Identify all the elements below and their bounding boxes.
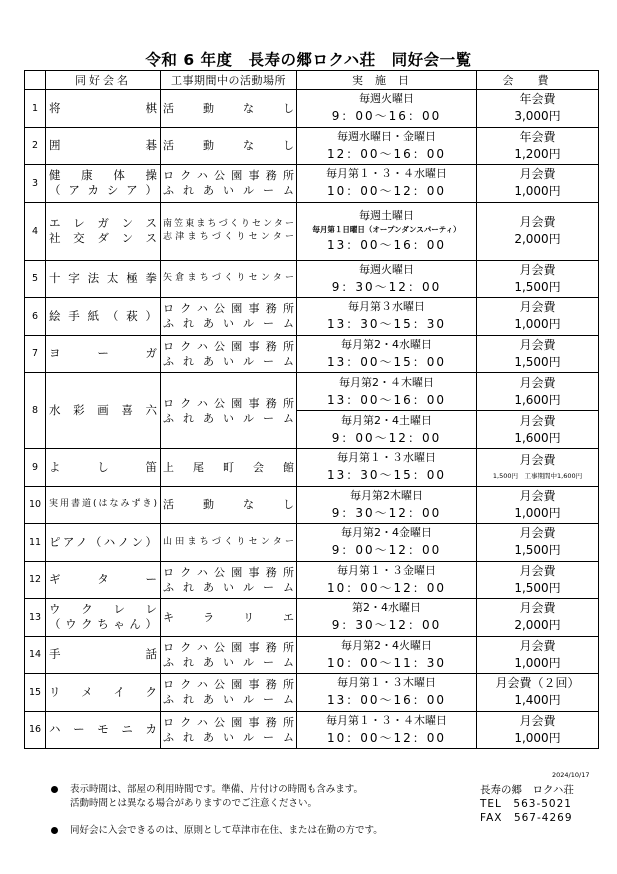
place-line: ロクハ公園事務所 — [163, 169, 294, 183]
fee-value: 月会費 — [519, 563, 556, 578]
club-name-line: ウクレレ — [49, 602, 157, 617]
table-row — [25, 335, 599, 373]
header-schedule: 実施日 — [297, 71, 477, 90]
place-line: 活動なし — [163, 498, 294, 512]
table-row — [25, 202, 599, 260]
row-number: 11 — [25, 524, 46, 562]
place-line: ロクハ公園事務所 — [163, 640, 294, 654]
club-name-line: 健康体操 — [49, 168, 157, 183]
schedule — [297, 165, 477, 203]
place-line: ロクハ公園事務所 — [163, 678, 294, 692]
schedule-time: 9：30～12：00 — [331, 618, 442, 633]
club-table — [24, 70, 599, 749]
schedule-day: 毎月第１・３金曜日 — [337, 563, 436, 577]
table-row — [25, 674, 599, 712]
fee — [477, 561, 599, 599]
row-number: 5 — [25, 260, 46, 298]
fee — [477, 411, 599, 449]
fee-value: 1,500円 — [514, 543, 561, 558]
table-row — [25, 90, 599, 128]
schedule-day: 第2・4水曜日 — [352, 601, 421, 615]
header-name: 同好会名 — [46, 71, 161, 90]
schedule — [297, 486, 477, 524]
schedule-time: 13：00～16：00 — [326, 693, 447, 708]
schedule-time: 12：00～16：00 — [326, 146, 447, 161]
row-number: 12 — [25, 561, 46, 599]
fee-value: 月会費 — [519, 488, 556, 503]
fee-value: 年会費 — [519, 92, 556, 107]
club-name-line: エレガンス — [49, 216, 157, 230]
place-line: ロクハ公園事務所 — [163, 565, 294, 579]
schedule-day: 毎月第2・４木曜日 — [339, 375, 434, 389]
club-name-line: ハーモニカ — [49, 722, 157, 737]
fee-value: 2,000円 — [514, 618, 561, 633]
schedule — [297, 260, 477, 298]
schedule-time: 9：30～12：00 — [331, 505, 442, 520]
place-line: ロクハ公園事務所 — [163, 302, 294, 316]
row-number: 14 — [25, 636, 46, 674]
table-row — [25, 486, 599, 524]
club-name — [46, 373, 161, 449]
schedule-time: 13：30～15：00 — [326, 468, 447, 483]
place-line: 南笠東まちづくりセンター — [163, 219, 294, 229]
schedule-time: 13：30～15：30 — [326, 317, 447, 332]
fee — [477, 449, 599, 487]
fee-value: 月会費 — [519, 638, 556, 653]
club-name-line: よし笛 — [49, 459, 157, 474]
activity-place — [161, 373, 297, 449]
fee-value: 月会費 — [519, 375, 556, 390]
schedule — [297, 674, 477, 712]
place-line: 活動なし — [163, 101, 294, 115]
schedule-time: 13：00～15：00 — [326, 354, 447, 369]
club-name — [46, 335, 161, 373]
fee — [477, 636, 599, 674]
club-name — [46, 202, 161, 260]
place-line: ふれあいルーム — [163, 655, 294, 669]
fee-value: 3,000円 — [514, 109, 561, 124]
header-fee: 会費 — [477, 71, 599, 90]
note-item: 活動時間とは異なる場合がありますのでご注意ください。 — [70, 798, 318, 809]
place-line: 山田まちづくりセンター — [163, 536, 294, 547]
schedule-day: 毎週土曜日 — [359, 209, 414, 222]
schedule-time: 9：00～12：00 — [331, 430, 442, 445]
fee — [477, 524, 599, 562]
schedule-day: 毎月第１・３・４水曜日 — [326, 167, 447, 181]
club-name-line: 将棋 — [49, 100, 157, 115]
activity-place — [161, 524, 297, 562]
club-name-line: ギター — [49, 572, 157, 587]
facility-name: 長寿の郷 ロクハ荘 — [480, 784, 574, 796]
fee — [477, 90, 599, 128]
place-line: ロクハ公園事務所 — [163, 715, 294, 729]
row-number: 10 — [25, 486, 46, 524]
row-number: 4 — [25, 202, 46, 260]
fee-value: 1,000円 — [514, 184, 561, 199]
activity-place — [161, 636, 297, 674]
fee-value: 年会費 — [519, 129, 556, 144]
club-name — [46, 127, 161, 165]
table-row — [25, 711, 599, 749]
fee-value: 1,600円 — [514, 392, 561, 407]
place-line: ふれあいルーム — [163, 693, 294, 707]
fee-value: 月会費 — [519, 413, 556, 428]
fee-value: 月会費 — [519, 262, 556, 277]
schedule — [297, 335, 477, 373]
place-line: ふれあいルーム — [163, 317, 294, 331]
club-name — [46, 486, 161, 524]
table-row — [25, 260, 599, 298]
activity-place — [161, 449, 297, 487]
fee — [477, 165, 599, 203]
table-header — [25, 71, 599, 90]
issue-date: 2024/10/17 — [552, 771, 590, 779]
schedule — [297, 524, 477, 562]
row-number: 9 — [25, 449, 46, 487]
row-number: 15 — [25, 674, 46, 712]
fee-value: 月会費 — [519, 526, 556, 541]
fee — [477, 335, 599, 373]
table-row — [25, 165, 599, 203]
table-row — [25, 599, 599, 637]
fax-number: FAX 567-4269 — [480, 812, 573, 824]
page-title: 令和 6 年度 長寿の郷ロクハ荘 同好会一覧 — [145, 51, 472, 69]
fee-value: 月会費 — [519, 452, 556, 467]
schedule-time: 9：00～12：00 — [331, 543, 442, 558]
place-line: ふれあいルーム — [163, 411, 294, 425]
club-name — [46, 599, 161, 637]
fee — [477, 202, 599, 260]
schedule-time: 10：00～12：00 — [326, 184, 447, 199]
place-line: 上尾町会館 — [163, 460, 294, 474]
fee-value: 1,000円 — [514, 730, 561, 745]
club-name — [46, 636, 161, 674]
activity-place — [161, 202, 297, 260]
club-name — [46, 711, 161, 749]
schedule-day: 毎月第１・３・４木曜日 — [326, 713, 447, 727]
row-number: 8 — [25, 373, 46, 449]
schedule — [297, 411, 477, 449]
club-name-line: 十字法太極拳 — [49, 271, 157, 286]
fee-value: 1,500円 — [514, 279, 561, 294]
place-line: ふれあいルーム — [163, 184, 294, 198]
club-name-line: ヨーガ — [49, 346, 157, 361]
activity-place — [161, 127, 297, 165]
club-name — [46, 260, 161, 298]
schedule-day: 毎月第2・4水曜日 — [341, 337, 432, 351]
row-number: 16 — [25, 711, 46, 749]
row-number: 7 — [25, 335, 46, 373]
activity-place — [161, 260, 297, 298]
fee-value: 月会費 — [519, 215, 556, 229]
table-row — [25, 127, 599, 165]
activity-place — [161, 674, 297, 712]
club-name — [46, 449, 161, 487]
schedule — [297, 127, 477, 165]
fee-note: 1,500円 工事期間中1,600円 — [492, 471, 583, 480]
row-number: 13 — [25, 599, 46, 637]
club-name — [46, 561, 161, 599]
place-line: キラリエ — [163, 610, 294, 624]
club-name-line: 手話 — [49, 647, 157, 662]
schedule-extra: 毎月第１日曜日（オープンダンスパーティ） — [312, 225, 461, 234]
activity-place — [161, 165, 297, 203]
schedule-day: 毎週火曜日 — [359, 262, 414, 276]
schedule-day: 毎月第１・３木曜日 — [337, 676, 436, 690]
schedule-time: 10：00～12：00 — [326, 730, 447, 745]
schedule-day: 毎月第2・4土曜日 — [341, 413, 432, 427]
fee — [477, 127, 599, 165]
schedule — [297, 711, 477, 749]
fee — [477, 486, 599, 524]
fee — [477, 260, 599, 298]
schedule-day: 毎月第１・３水曜日 — [337, 451, 436, 465]
fee-value: 月会費 — [519, 713, 556, 728]
fee — [477, 674, 599, 712]
place-line: ふれあいルーム — [163, 580, 294, 594]
place-line: ふれあいルーム — [163, 730, 294, 744]
schedule-time: 13：00～16：00 — [326, 238, 447, 252]
schedule — [297, 449, 477, 487]
table-row — [25, 561, 599, 599]
schedule-day: 毎月第３水曜日 — [348, 300, 425, 314]
activity-place — [161, 90, 297, 128]
club-name-line: （ウクちゃん） — [49, 617, 157, 632]
schedule-time: 13：00～16：00 — [326, 392, 447, 407]
club-name — [46, 90, 161, 128]
header-place: 工事期間中の活動場所 — [161, 71, 297, 90]
fee-value: 1,500円 — [514, 580, 561, 595]
club-name — [46, 524, 161, 562]
club-name-line: 実用書道(はなみずき) — [49, 499, 157, 510]
note-item: 同好会に入会できるのは、原則として草津市在住、または在勤の方です。 — [48, 824, 383, 838]
activity-place — [161, 486, 297, 524]
fee-value: 1,500円 — [514, 354, 561, 369]
fee — [477, 711, 599, 749]
place-line: ふれあいルーム — [163, 354, 294, 368]
place-line: ロクハ公園事務所 — [163, 396, 294, 410]
schedule-day: 毎月第2・4火曜日 — [341, 638, 432, 652]
schedule — [297, 636, 477, 674]
fee-value: 月会費 — [519, 167, 556, 182]
schedule — [297, 561, 477, 599]
header-no — [25, 71, 46, 90]
club-name — [46, 674, 161, 712]
schedule-time: 10：00～12：00 — [326, 580, 447, 595]
fee-value: 1,000円 — [514, 655, 561, 670]
activity-place — [161, 298, 297, 336]
fee — [477, 599, 599, 637]
fee-value: 月会費 — [519, 601, 556, 616]
note-item: 表示時間は、部屋の利用時間です。準備、片付けの時間も含みます。 — [48, 783, 383, 797]
schedule-time: 9：30～12：00 — [331, 279, 442, 294]
row-number: 1 — [25, 90, 46, 128]
club-name — [46, 298, 161, 336]
contact-info — [480, 783, 574, 825]
schedule — [297, 599, 477, 637]
club-name-line: 囲碁 — [49, 138, 157, 153]
fee-value: 月会費（２回） — [495, 676, 580, 691]
tel-number: TEL 563-5021 — [480, 798, 572, 810]
club-name-line: 水彩画喜六 — [49, 403, 157, 417]
activity-place — [161, 599, 297, 637]
table-row — [25, 449, 599, 487]
club-name — [46, 165, 161, 203]
fee-value: 1,000円 — [514, 317, 561, 332]
fee — [477, 373, 599, 411]
club-name-line: 絵手紙（萩） — [49, 308, 157, 323]
place-line: 志津まちづくりセンター — [163, 232, 294, 242]
schedule — [297, 90, 477, 128]
schedule-day: 毎週水曜日・金曜日 — [337, 129, 436, 143]
schedule-day: 毎月第2・4金曜日 — [341, 526, 432, 540]
fee — [477, 298, 599, 336]
place-line: ロクハ公園事務所 — [163, 339, 294, 353]
row-number: 2 — [25, 127, 46, 165]
club-name-line: （アカシア） — [49, 183, 157, 198]
activity-place — [161, 561, 297, 599]
fee-value: 1,600円 — [514, 430, 561, 445]
schedule-time: 9：00～16：00 — [331, 109, 442, 124]
table-row — [25, 636, 599, 674]
schedule-day: 毎週火曜日 — [359, 92, 414, 106]
schedule-time: 10：00～11：30 — [326, 655, 447, 670]
activity-place — [161, 711, 297, 749]
schedule — [297, 202, 477, 260]
table-row — [25, 373, 599, 411]
schedule — [297, 373, 477, 411]
place-line: 矢倉まちづくりセンター — [163, 273, 294, 284]
fee-value: 1,200円 — [514, 146, 561, 161]
table-row — [25, 298, 599, 336]
notes — [48, 783, 383, 838]
fee-value: 月会費 — [519, 300, 556, 315]
fee-value: 月会費 — [519, 337, 556, 352]
club-name-line: ピアノ（ハノン） — [49, 534, 157, 549]
row-number: 6 — [25, 298, 46, 336]
fee-value: 2,000円 — [514, 232, 561, 246]
table-row — [25, 524, 599, 562]
club-name-line: 社交ダンス — [49, 231, 157, 245]
row-number: 3 — [25, 165, 46, 203]
club-name-line: リメイク — [49, 684, 157, 699]
schedule — [297, 298, 477, 336]
schedule-day: 毎月第2木曜日 — [350, 488, 423, 502]
activity-place — [161, 335, 297, 373]
fee-value: 1,400円 — [514, 693, 561, 708]
place-line: 活動なし — [163, 139, 294, 153]
fee-value: 1,000円 — [514, 505, 561, 520]
